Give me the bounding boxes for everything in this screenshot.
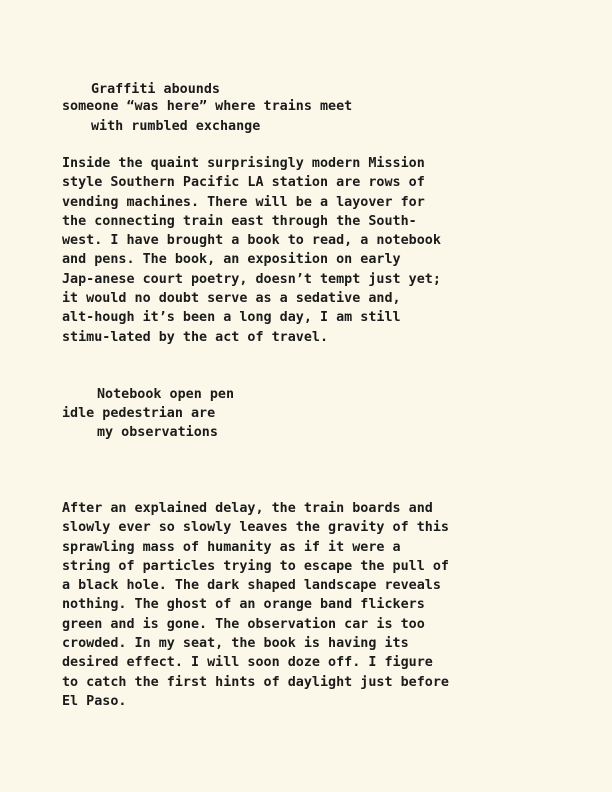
paragraph-line: style Southern Pacific LA station are rows of (62, 175, 425, 191)
paragraph-line: crowded. In my seat, the book is having its (62, 636, 409, 652)
paragraph-line: west. I have brought a book to read, a notebook (62, 233, 441, 249)
paragraph-station (62, 154, 582, 347)
haiku-line: someone “was here” where trains meet (62, 99, 353, 114)
haiku-line: Notebook open pen (97, 387, 235, 402)
paragraph-line: nothing. The ghost of an orange band flickers (62, 597, 425, 613)
paragraph-line: a black hole. The dark shaped landscape reveals (62, 578, 441, 594)
paragraph-line: sprawling mass of humanity as if it were a (62, 539, 401, 555)
paragraph-line: and pens. The book, an exposition on early (62, 252, 401, 268)
paragraph-line: to catch the first hints of daylight just before (62, 674, 449, 690)
paragraph-line: El Paso. (62, 693, 127, 709)
paragraph-line: the connecting train east through the South- (62, 213, 417, 229)
haiku-line: my observations (97, 425, 218, 440)
paragraph-line: Jap-anese court poetry, doesn’t tempt just yet; (62, 271, 441, 287)
paragraph-train (62, 499, 582, 711)
paragraph-line: alt-hough it’s been a long day, I am still (62, 310, 401, 326)
paragraph-line: green and is gone. The observation car is too (62, 616, 425, 632)
haiku-line: idle pedestrian are (62, 406, 216, 421)
paragraph-line: stimu-lated by the act of travel. (62, 329, 329, 345)
paragraph-line: desired effect. I will soon doze off. I figure (62, 655, 433, 671)
haiku-line: Graffiti abounds (91, 82, 220, 97)
paragraph-line: vending machines. There will be a layover for (62, 194, 425, 210)
paragraph-line: it would no doubt serve as a sedative and, (62, 291, 401, 307)
paragraph-line: After an explained delay, the train boards and (62, 501, 433, 516)
paragraph-line: slowly ever so slowly leaves the gravity of this (62, 520, 449, 536)
paragraph-line: Inside the quaint surprisingly modern Mission (62, 156, 425, 171)
paragraph-line: string of particles trying to escape the pull of (62, 558, 449, 574)
haiku-line: with rumbled exchange (91, 119, 261, 134)
